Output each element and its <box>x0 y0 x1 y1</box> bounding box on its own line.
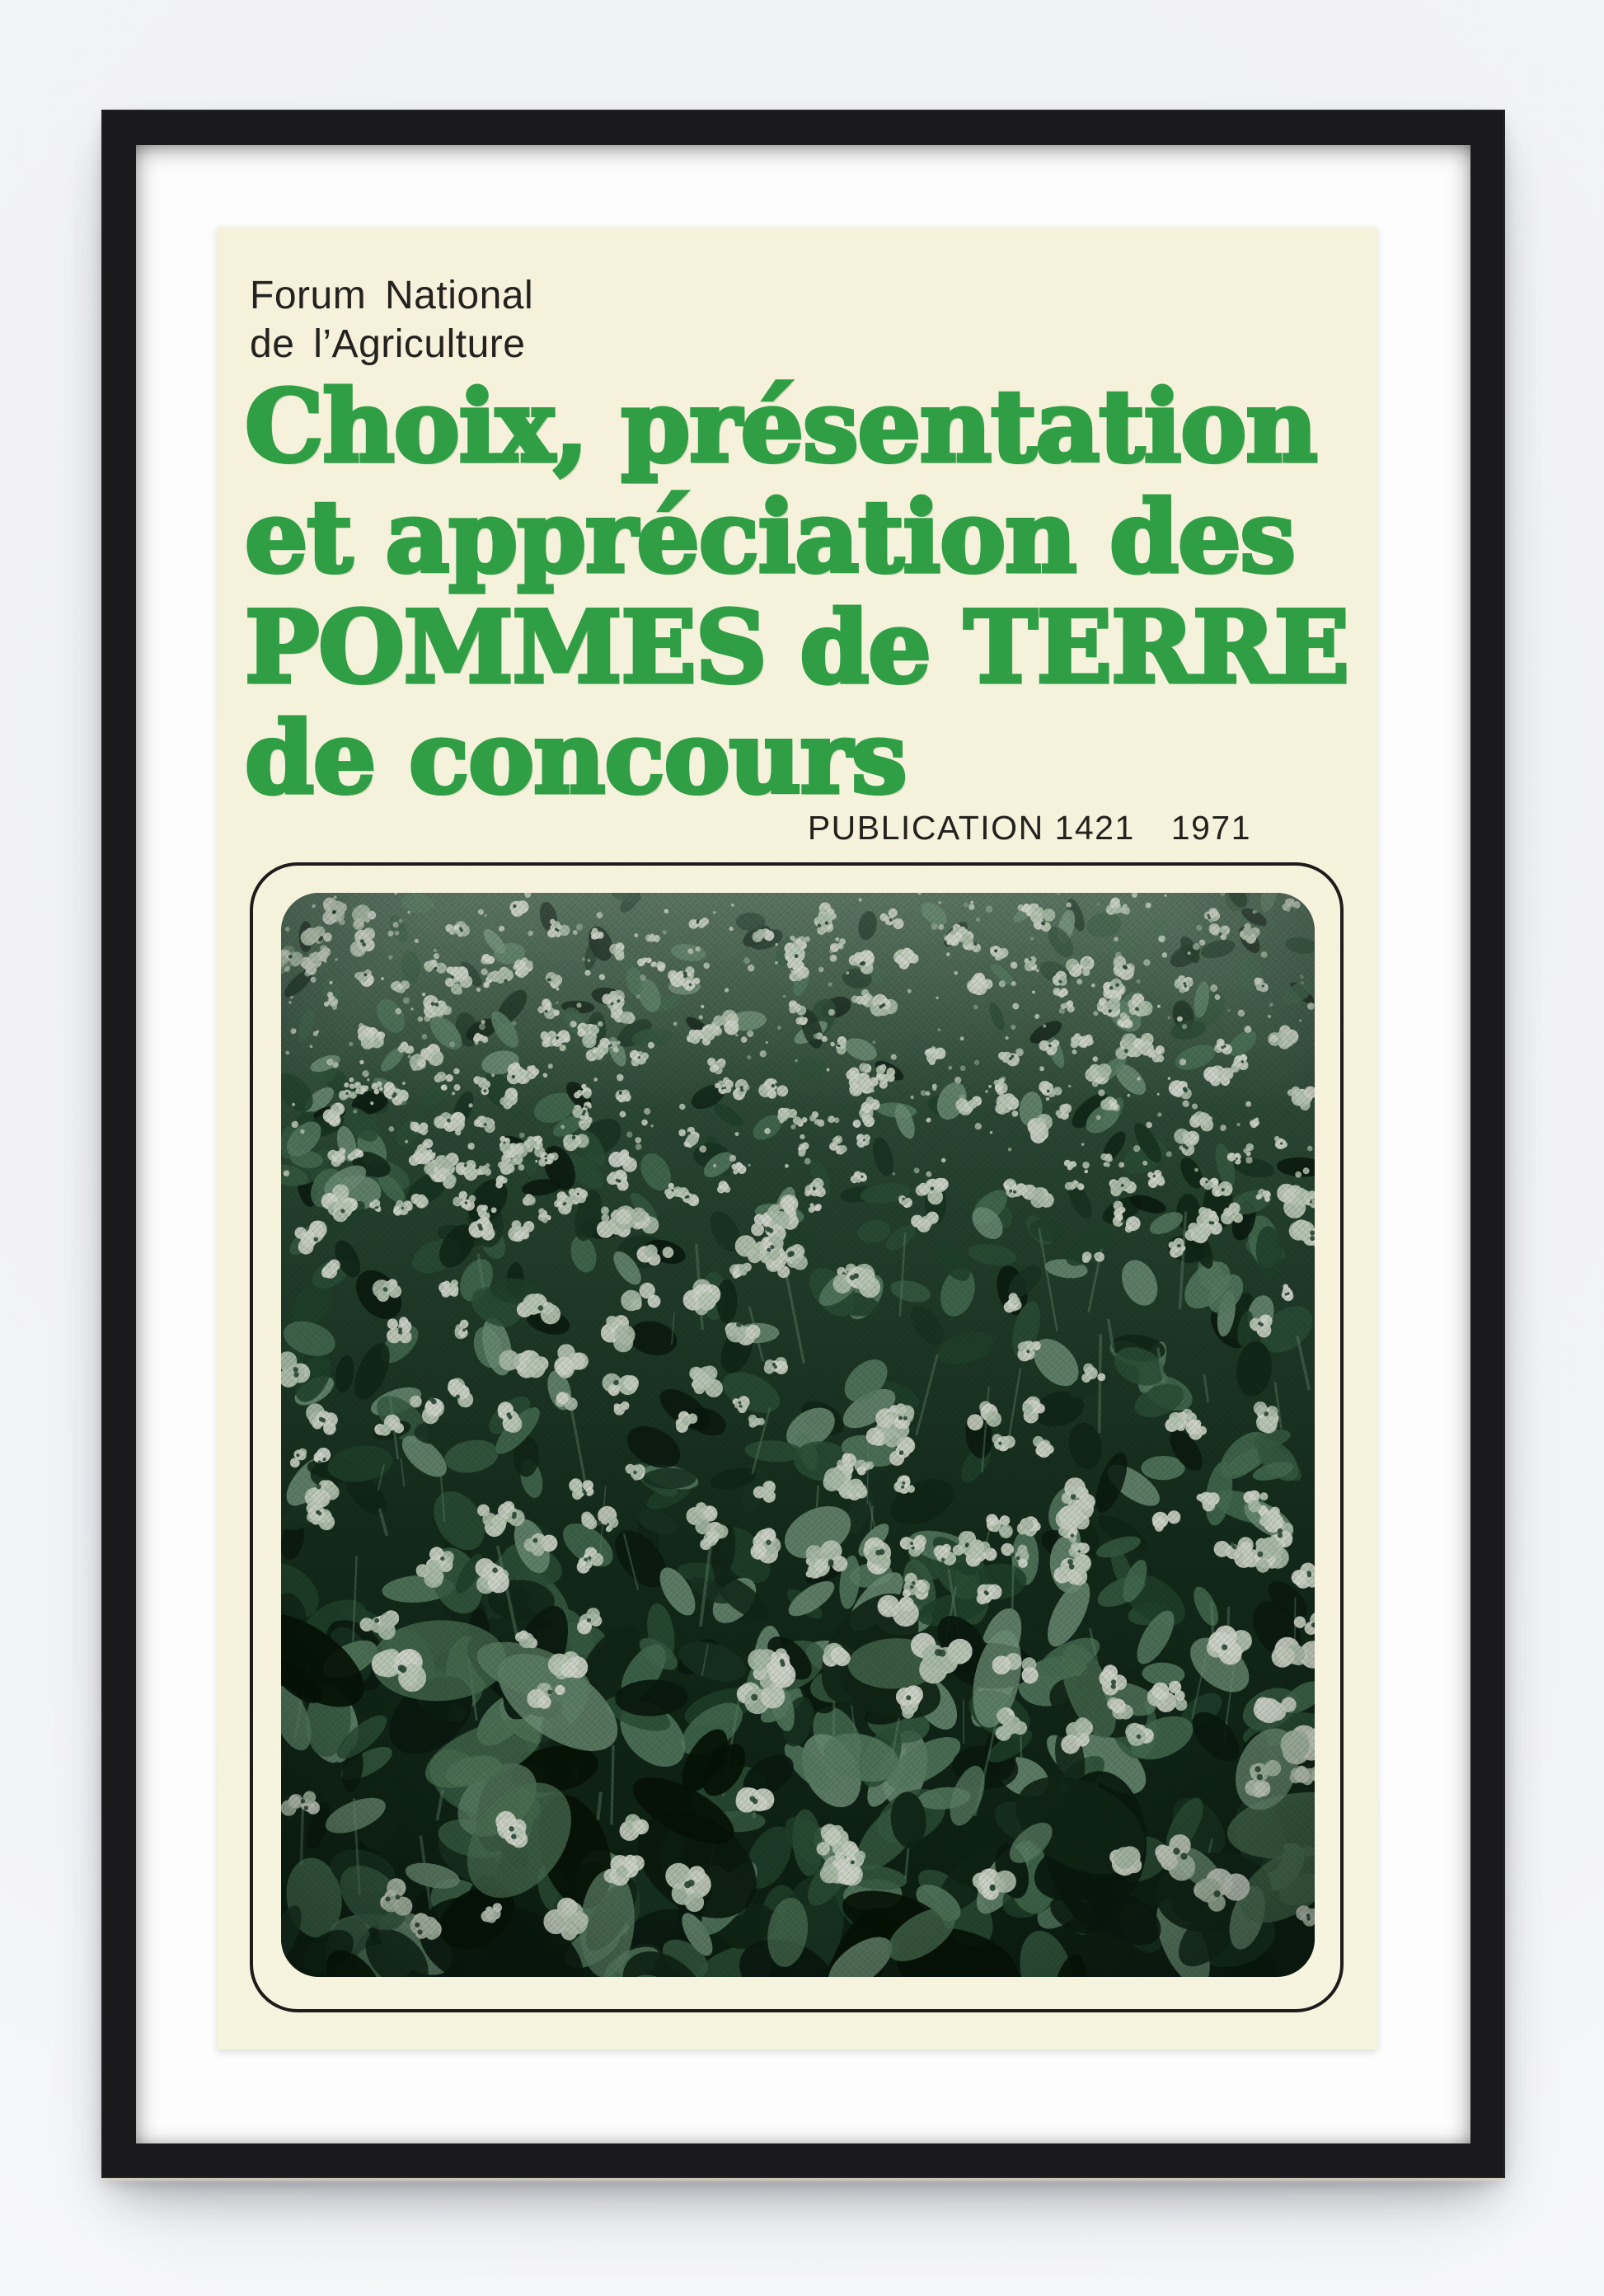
title-line-3: POMMES de TERRE <box>245 589 1349 706</box>
mat-board <box>136 145 1470 2143</box>
title-line-4: de concours <box>245 700 907 816</box>
title-line-1: Choix, présentation <box>245 369 1317 485</box>
publication-info <box>808 809 1251 848</box>
potato-field-photo <box>281 893 1315 1977</box>
publication-year: 1971 <box>1170 809 1251 847</box>
poster-title <box>245 369 1349 816</box>
publisher-line-2: de l’Agriculture <box>250 322 526 366</box>
frame-bottom-edge <box>104 2178 1503 2183</box>
publisher-text <box>250 271 533 369</box>
title-line-2: et appréciation des <box>245 479 1295 595</box>
picture-frame <box>101 110 1505 2178</box>
photo-border <box>250 862 1344 2012</box>
poster-cover <box>217 227 1377 2049</box>
publisher-line-1: Forum National <box>250 274 534 317</box>
publication-number: PUBLICATION 1421 <box>807 809 1135 847</box>
